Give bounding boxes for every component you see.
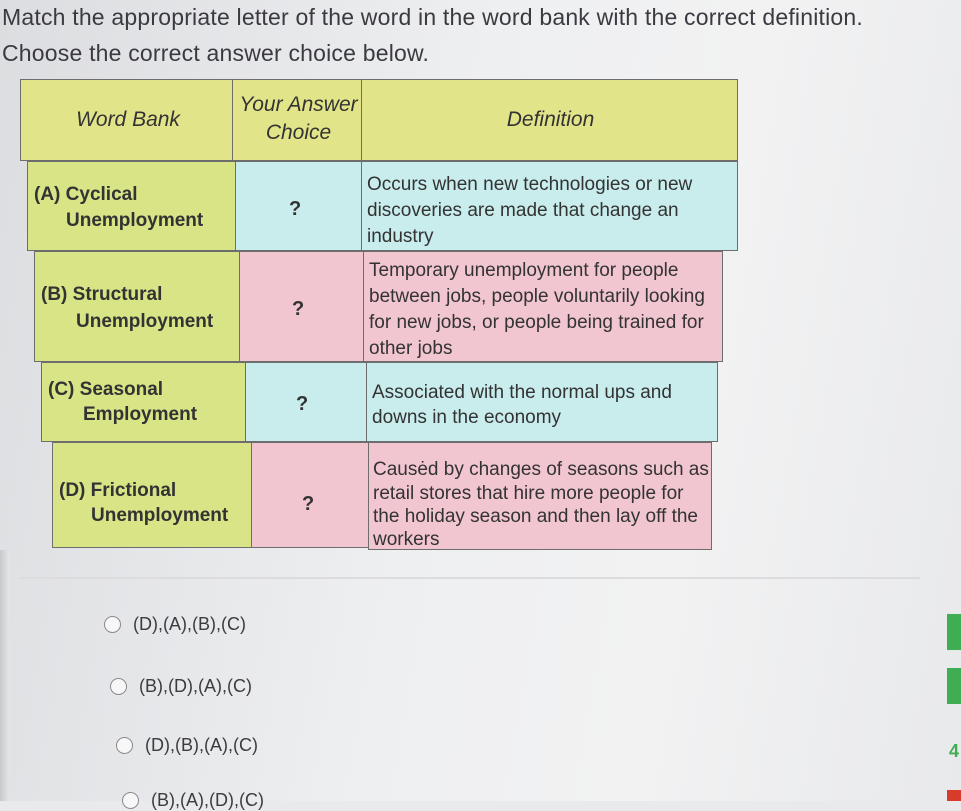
definition-1-line3: industry <box>367 226 434 247</box>
definition-cell-2 <box>363 251 723 362</box>
definition-4-line2: retail stores that hire more people for <box>373 483 684 504</box>
definition-1-line1: Occurs when new technologies or new <box>367 174 693 195</box>
answer-option-3-label: (D),(B),(A),(C) <box>145 735 258 755</box>
answer-option-1[interactable] <box>104 614 246 635</box>
definition-2-line4: other jobs <box>369 338 453 359</box>
definition-cell-3 <box>366 362 718 442</box>
word-cell-d <box>52 442 253 548</box>
section-divider <box>20 577 920 579</box>
word-c-line2: Employment <box>83 404 198 425</box>
answer-cell-c[interactable] <box>245 362 368 442</box>
definition-2-line1: Temporary unemployment for people <box>369 260 679 281</box>
header-answer-choice <box>232 79 363 161</box>
side-number: 4 <box>948 741 959 761</box>
answer-cell-a[interactable] <box>235 161 363 251</box>
word-cell-a <box>27 161 237 251</box>
word-cell-b <box>34 251 241 362</box>
word-b-line1: (B) Structural <box>41 284 163 305</box>
side-tab-green-top[interactable] <box>947 614 961 650</box>
definition-1-line2: discoveries are made that change an <box>367 200 679 221</box>
radio-button-icon[interactable] <box>110 678 127 695</box>
definition-2-line3: for new jobs, or people being trained for <box>369 312 704 333</box>
answer-option-3[interactable] <box>116 735 258 756</box>
word-d-line2: Unemployment <box>91 505 229 526</box>
answer-cell-b[interactable] <box>239 251 365 362</box>
answer-c-value: ? <box>296 393 309 415</box>
definition-3-line1: Associated with the normal ups and <box>372 382 672 403</box>
header-definition <box>361 79 738 161</box>
radio-button-icon[interactable] <box>116 737 133 754</box>
word-cell-c <box>41 362 247 442</box>
side-tab-red[interactable] <box>947 790 961 801</box>
answer-a-value: ? <box>289 198 302 220</box>
definition-3-line2: downs in the economy <box>372 407 562 428</box>
question-prompt: Choose the correct answer choice below. <box>2 40 430 66</box>
word-b-line2: Unemployment <box>76 311 214 332</box>
definition-4-line1: Causėd by changes of seasons such as <box>373 459 709 480</box>
word-d-line1: (D) Frictional <box>59 480 177 501</box>
definition-4-line4: workers <box>373 529 440 550</box>
answer-option-2-label: (B),(D),(A),(C) <box>139 676 252 696</box>
definition-cell-4 <box>368 442 712 550</box>
header-definition-label: Definition <box>506 108 595 131</box>
answer-d-value: ? <box>302 493 315 515</box>
word-a-line2: Unemployment <box>66 210 204 231</box>
answer-option-4-label: (B),(A),(D),(C) <box>151 790 264 810</box>
side-tab-green-middle[interactable] <box>947 668 961 704</box>
header-word-bank <box>20 79 234 161</box>
definition-2-line2: between jobs, people voluntarily looking <box>369 286 705 307</box>
left-edge-shadow <box>0 550 10 801</box>
word-a-line1: (A) Cyclical <box>34 184 138 205</box>
definition-cell-1 <box>361 161 738 251</box>
answer-b-value: ? <box>292 298 305 320</box>
definition-4-line3: the holiday season and then lay off the <box>373 506 699 527</box>
question-instruction: Match the appropriate letter of the word in the word bank with the correct definition. <box>2 4 863 30</box>
answer-option-1-label: (D),(A),(B),(C) <box>133 614 246 634</box>
answer-cell-d[interactable] <box>251 442 370 548</box>
header-word-bank-label: Word Bank <box>76 108 180 131</box>
header-answer-line2: Choice <box>265 121 332 144</box>
header-answer-line1: Your Answer <box>239 93 358 116</box>
word-c-line1: (C) Seasonal <box>48 379 164 400</box>
radio-button-icon[interactable] <box>104 616 121 633</box>
answer-option-2[interactable] <box>110 676 252 697</box>
